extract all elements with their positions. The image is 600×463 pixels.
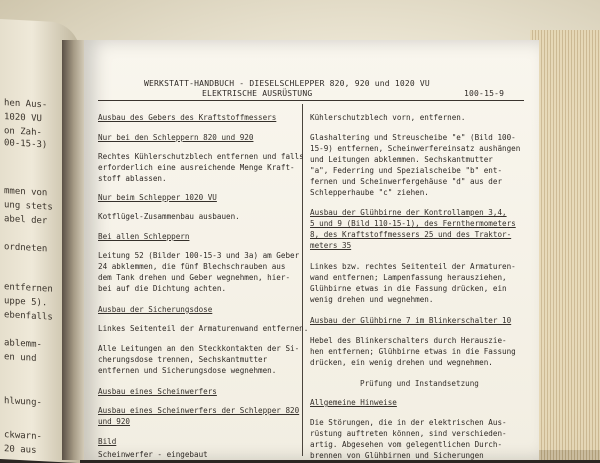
right-column-text-line: brennen von Glühbirnen und Sicherungen [310,451,484,460]
right-column-heading: Prüfung und Instandsetzung [360,379,479,388]
right-column-text-line: Hebel des Blinkerschalters durch Herauszie- [310,336,507,345]
right-column-text-line: Die Störungen, die in der elektrischen Aus- [310,418,507,427]
left-column-text-line: entfernen und Sicherungsdose wegnehmen. [98,366,277,375]
left-page-fragment: ordneten [4,242,48,255]
left-page-fragment: en und [4,352,37,364]
right-column-text-line: Linkes bzw. rechtes Seitenteil der Armaturen- [310,262,516,271]
right-column-text-line: drücken, ein wenig drehen und wegnehmen. [310,358,493,367]
right-column-text-line: Schlepperhaube "c" ziehen. [310,188,429,197]
left-column-text-line: dem Tank drehen und Geber wegnehmen, hier- [98,273,291,282]
left-column-text-line: Kotflügel-Zusammenbau ausbauen. [98,212,240,221]
right-column-text-line: Glashaltering und Streuscheibe "e" (Bild 100- [310,133,516,142]
page-number: 100-15-9 [464,89,505,98]
left-column-text-line: bei auf die Dichtung achten. [98,284,227,293]
left-page-fragment: ckwarn- [4,430,42,443]
right-column-heading: Ausbau der Glühbirne der Kontrollampen 3,4, [310,208,507,217]
right-column-text-line: 15-9) entfernen, Scheinwerfereinsatz aushängen [310,144,521,153]
left-column-text-line: Scheinwerfer - eingebaut [98,450,208,459]
left-page-fragment: ung stets [4,200,53,213]
manual-page [84,40,539,460]
left-column-heading: Nur bei den Schleppern 820 und 920 [98,133,254,142]
right-column-heading: 8, des Kraftstoffmessers 25 und des Traktor- [310,230,512,239]
left-page-fragment: uppe 5). [4,296,48,309]
left-page-fragment: ablemm- [4,338,42,351]
left-page-fragment: 00-15-3) [4,138,48,151]
left-column-text-line: Alle Leitungen an den Steckkontakten der Si- [98,344,300,353]
left-column-heading: Nur beim Schlepper 1020 VU [98,193,217,202]
left-column-text-line: stoff ablassen. [98,174,167,183]
right-column-text-line: Kühlerschutzblech vorn, entfernen. [310,113,466,122]
left-page-fragment: ebenfalls [4,310,53,323]
left-column-text-line: Linkes Seitenteil der Armaturenwand entfernen. [98,324,309,333]
right-column-text-line: wenig drehen und wegnehmen. [310,295,434,304]
left-column-text-line: erforderlich eine ausreichende Menge Kraft- [98,163,295,172]
right-column-heading: meters 35 [310,241,352,250]
left-page-fragment: abel der [4,214,48,227]
left-column-heading: Ausbau des Gebers des Kraftstoffmessers [98,113,277,122]
left-column-heading: Bei allen Schleppern [98,232,190,241]
right-column-text-line: Glühbirne etwas in die Fassung drücken, ein [310,284,507,293]
right-column-text-line: fernen und Scheinwerfergehäuse "d" aus der [310,177,503,186]
left-column-text-line: Leitung 52 (Bilder 100-15-3 und 3a) am Geber [98,251,300,260]
left-page-fragment: 1020 VU [4,112,42,125]
left-column-heading: und 920 [98,417,131,426]
left-column-heading: Ausbau der Sicherungsdose [98,305,213,314]
left-page-fragment: hen Aus- [4,98,48,111]
right-column-text-line: artig. Abgesehen vom gelegentlichen Durch- [310,440,503,449]
right-column-heading: Ausbau der Glühbirne 7 im Blinkerschalter 10 [310,316,512,325]
right-column-text-line: rüstung auftreten können, sind verschieden- [310,429,507,438]
left-column-text-line: 24 abklemmen, die fünf Blechschrauben aus [98,262,286,271]
header-rule [98,100,524,101]
page-header-subtitle: ELEKTRISCHE AUSRÜSTUNG [202,89,313,98]
left-column-text-line: Rechtes Kühlerschutzblech entfernen und falls [98,152,304,161]
left-page-fragment: entfernen [4,282,53,295]
left-page-fragment: 20 aus [4,444,37,456]
right-column-text-line: "a", Federring und Spezialscheibe "b" ent- [310,166,503,175]
left-page-fragment: mmen von [4,186,48,199]
page-header-title: WERKSTATT-HANDBUCH - DIESELSCHLEPPER 820, 920 und 1020 VU [144,79,430,88]
left-page-fragment: hlwung- [4,396,42,409]
right-column-heading: 5 und 9 (Bild 110-15-1), des Fernthermometers [310,219,516,228]
right-column-heading: Allgemeine Hinweise [310,398,397,407]
page-edges [530,30,600,460]
left-column-heading: Ausbau eines Scheinwerfers der Schlepper 820 [98,406,300,415]
right-column-text-line: hen entfernen; Glühbirne etwas in die Fassung [310,347,516,356]
left-column-heading: Ausbau eines Scheinwerfers [98,387,217,396]
left-column-heading: Bild [98,437,117,446]
left-page-fragment: on Zah- [4,126,42,139]
right-column-text-line: und Leitungen abklemmen. Sechskantmutter [310,155,493,164]
right-column-text-line: wand entfernen; Lampenfassung herausziehen, [310,273,507,282]
left-column-text-line: cherungsdose trennen, Sechskantmutter [98,355,268,364]
